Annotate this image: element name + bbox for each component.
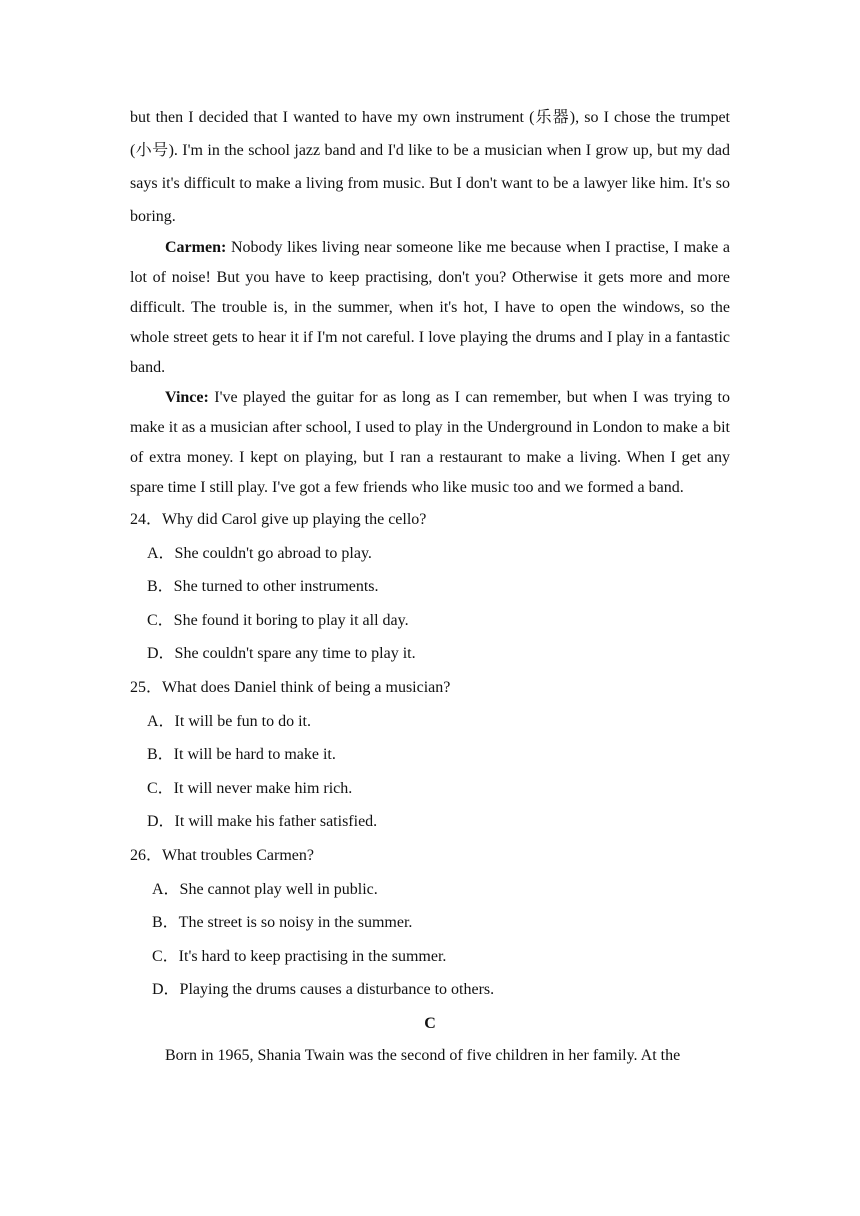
question-stem — [130, 839, 730, 873]
question-25 — [130, 671, 730, 839]
option-list — [130, 705, 730, 839]
speaker-name: Vince: — [165, 389, 209, 406]
section-heading: C — [424, 1014, 436, 1032]
speaker-name: Carmen: — [165, 239, 227, 256]
question-text: What does Daniel think of being a musician? — [162, 678, 451, 696]
option-list — [130, 537, 730, 671]
option-b: B．It will be hard to make it. — [147, 746, 336, 764]
option-c: C．It's hard to keep practising in the summer. — [152, 947, 447, 965]
question-26 — [130, 839, 730, 1007]
passage-c-first-line: Born in 1965, Shania Twain was the second of five children in her family. At the — [165, 1046, 681, 1064]
option-list — [130, 873, 730, 1007]
question-stem — [130, 671, 730, 705]
passage-paragraph-carmen — [130, 233, 730, 383]
page-content — [130, 101, 730, 1071]
speaker-text: Nobody likes living near someone like me because when I practise, I make a lot of noise! But you have to keep practising, don't you? Otherwise it gets more and more difficult. The trouble is, in the summer, when it's hot, I have to open the windows, so the whole street gets to hear it if I'm not careful. I love playing the drums and I play in a fantastic band. — [130, 239, 730, 376]
option-b: B．She turned to other instruments. — [147, 578, 379, 596]
option-c: C．She found it boring to play it all day. — [147, 611, 409, 629]
question-number: 24． — [130, 511, 163, 528]
option-d: D．She couldn't spare any time to play it. — [147, 645, 416, 663]
option-c: C．It will never make him rich. — [147, 779, 353, 797]
question-text: Why did Carol give up playing the cello? — [162, 511, 427, 528]
option-d: D．Playing the drums causes a disturbance to others. — [152, 981, 495, 999]
question-stem — [130, 503, 730, 537]
question-text: What troubles Carmen? — [162, 846, 314, 864]
question-24 — [130, 503, 730, 671]
option-a: A．She couldn't go abroad to play. — [147, 544, 372, 562]
passage-paragraph-carol: but then I decided that I wanted to have my own instrument (乐器), so I chose the trumpet (小号). I'm in the school jazz band and I'd like to be a musician when I grow up, but my dad says it's difficult to make a living from music. But I don't want to be a lawyer like him. It's so boring. — [130, 109, 730, 225]
speaker-text: I've played the guitar for as long as I can remember, but when I was trying to make it as a musician after school, I used to play in the Underground in London to make a bit of extra money. I kept on playing, but I ran a restaurant to make a living. When I get any spare time I still play. I've got a few friends who like music too and we formed a band. — [130, 389, 730, 496]
option-a: A．She cannot play well in public. — [152, 880, 378, 898]
passage-paragraph-vince — [130, 383, 730, 503]
question-number: 25． — [130, 678, 163, 696]
question-number: 26． — [130, 846, 163, 864]
option-d: D．It will make his father satisfied. — [147, 813, 378, 831]
option-b: B．The street is so noisy in the summer. — [152, 914, 413, 932]
option-a: A．It will be fun to do it. — [147, 712, 311, 730]
